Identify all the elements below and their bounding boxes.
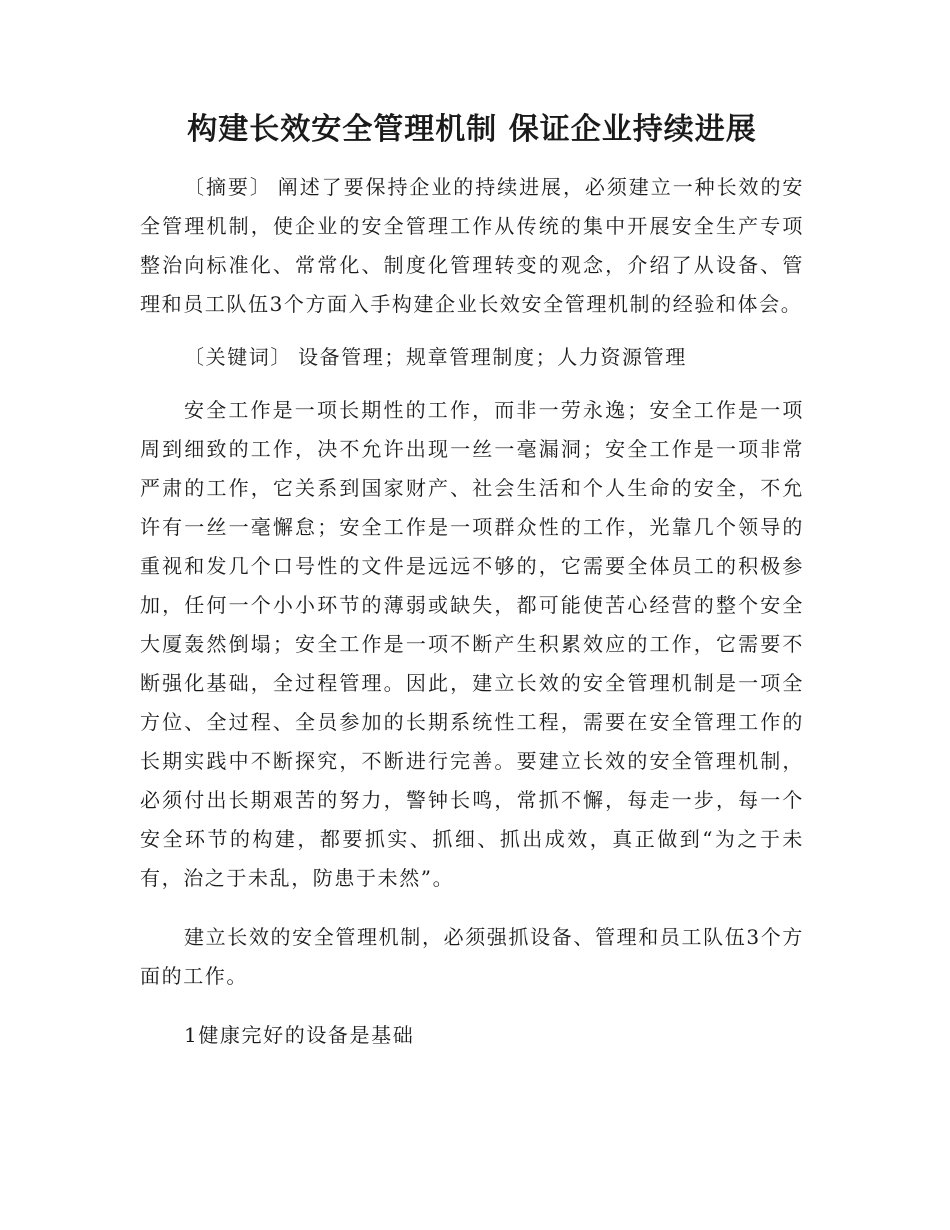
body-paragraph-2: 建立长效的安全管理机制，必须强抓设备、管理和员工队伍3个方面的工作。	[140, 925, 804, 988]
section-heading: 1健康完好的设备是基础	[184, 1023, 415, 1047]
keywords-text: 设备管理；规章管理制度；人力资源管理	[298, 345, 687, 369]
body-paragraph-1: 安全工作是一项长期性的工作，而非一劳永逸；安全工作是一项周到细致的工作，决不允许出现一丝一毫漏洞；安全工作是一项非常严肃的工作，它关系到国家财产、社会生活和个人生命的安全，不允许有一丝一毫懈怠；安全工作是一项群众性的工作，光靠几个领导的重视和发几个口号性的文件是远远不够的，它需要全体员工的积极参加，任何一个小小环节的薄弱或缺失，都可能使苦心经营的整个安全大厦轰然倒塌；安全工作是一项不断产生积累效应的工作，它需要不断强化基础，全过程管理。因此，建立长效的安全管理机制是一项全方位、全过程、全员参加的长期系统性工程，需要在安全管理工作的长期实践中不断探究，不断进行完善。要建立长效的安全管理机制，必须付出长期艰苦的努力，警钟长鸣，常抓不懈，每走一步，每一个安全环节的构建，都要抓实、抓细、抓出成效，真正做到“为之于未有，治之于未乱，防患于未然”。	[140, 398, 804, 890]
abstract-label: 〔摘要〕	[184, 175, 272, 199]
keywords-paragraph	[140, 338, 804, 377]
document-page	[140, 100, 804, 1055]
abstract-text: 阐述了要保持企业的持续进展，必须建立一种长效的安全管理机制，使企业的安全管理工作从传统的集中开展安全生产专项整治向标准化、常常化、制度化管理转变的观念，介绍了从设备、管理和员工队伍3个方面入手构建企业长效安全管理机制的经验和体会。	[140, 175, 804, 316]
document-title: 构建长效安全管理机制 保证企业持续进展	[187, 112, 757, 147]
abstract-paragraph	[140, 168, 804, 324]
keywords-label: 〔关键词〕	[184, 345, 292, 369]
